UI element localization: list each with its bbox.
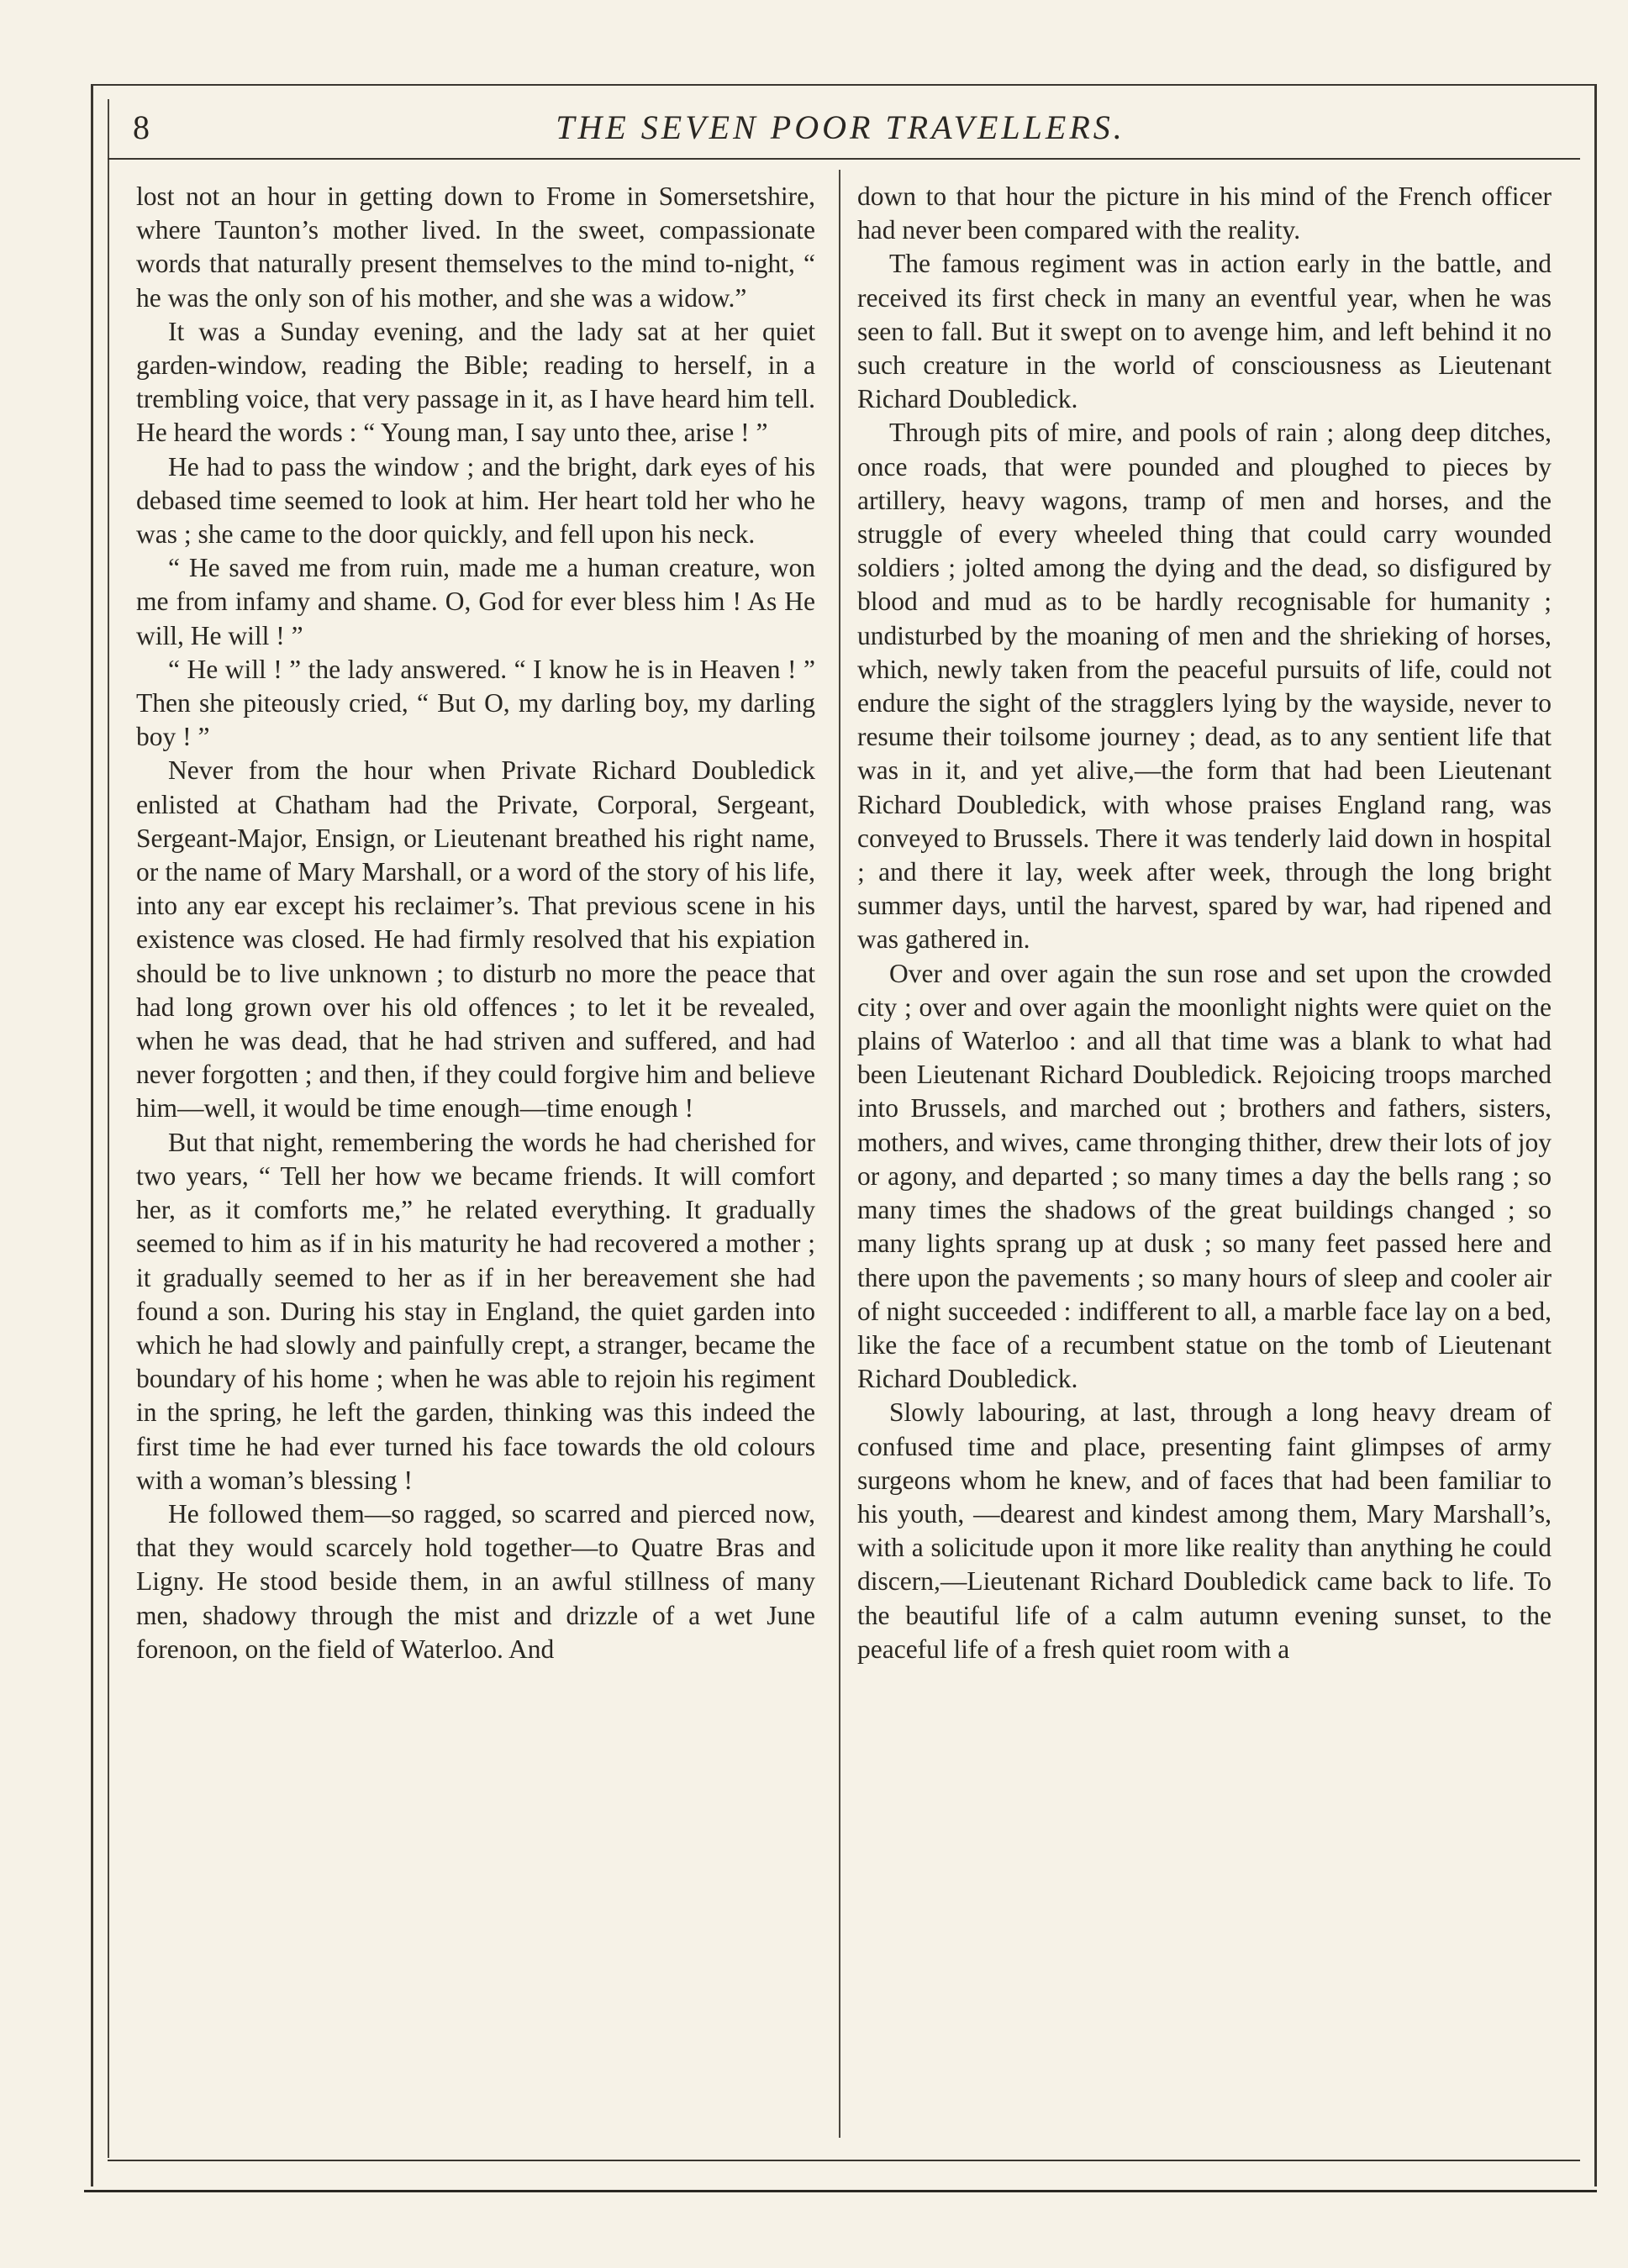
footer-rule <box>108 2160 1580 2161</box>
paragraph: Through pits of mire, and pools of rain ; along deep ditches, once roads, that were pounded and ploughed to pieces by artillery, heavy wagons, tramp of men and horses, and the struggle of every wheeled thing that could carry wounded soldiers ; jolted among the dying and the dead, so disfigured by blood and mud as to be hardly recognisable for humanity ; undisturbed by the moaning of men and the shrieking of horses, which, newly taken from the peaceful pursuits of life, could not endure the sight of the stragglers lying by the wayside, never to resume their toilsome journey ; dead, as to any sentient life that was in it, and yet alive,—the form that had been Lieutenant Richard Doubledick, with whose praises England rang, was conveyed to Brussels. There it was tenderly laid down in hospital ; and there it lay, week after week, through the long bright summer days, until the harvest, spared by war, had ripened and was gathered in. <box>857 418 1552 955</box>
paragraph: He had to pass the window ; and the bright, dark eyes of his debased time seemed to look at him. Her heart told her who he was ; she came to the door quickly, and fell upon his neck. <box>136 451 815 550</box>
paragraph: “ He will ! ” the lady answered. “ I know he is in Heaven ! ” Then she piteously cried, “ But O, my darling boy, my darling boy ! ” <box>136 654 815 752</box>
running-title: THE SEVEN POOR TRAVELLERS. <box>556 108 1125 146</box>
paragraph: It was a Sunday evening, and the lady sat at her quiet garden-window, reading the Bible; reading to herself, in a trembling voice, that very passage in it, as I have heard him tell. He heard the words : “ Young man, I say unto thee, arise ! ” <box>136 316 815 448</box>
paragraph: “ He saved me from ruin, made me a human creature, won me from infamy and shame. O, God for ever bless him ! As He will, He will ! ” <box>136 553 815 650</box>
header-rule <box>108 158 1580 160</box>
paragraph: Never from the hour when Private Richard Doubledick enlisted at Chatham had the Private, Corporal, Sergeant, Sergeant-Major, Ensign, or Lieutenant breathed his right name, or the name of Mary Marshall, or a word of the story of his life, into any ear except his reclaimer’s. That previous scene in his existence was closed. He had firmly resolved that his expiation should be to live unknown ; to disturb no more the peace that had long grown over his old offences ; to let it be revealed, when he was dead, that he had striven and suffered, and had never forgotten ; and then, if they could forgive him and believe him—well, it would be time enough—time enough ! <box>136 755 815 1123</box>
paragraph: Slowly labouring, at last, through a long heavy dream of confused time and place, presenting faint glimpses of army surgeons whom he knew, and of faces that had been familiar to his youth, —dearest and kindest among them, Mary Marshall’s, with a solicitude upon it more like reality than anything he could discern,—Lieutenant Richard Doubledick came back to life. To the beautiful life of a calm autumn evening sunset, to the peaceful life of a fresh quiet room with a <box>857 1397 1552 1664</box>
right-column <box>857 180 1552 1666</box>
paragraph: The famous regiment was in action early in the battle, and received its first check in many an eventful year, when he was seen to fall. But it swept on to avenge him, and left behind it no such creature in the world of consciousness as Lieutenant Richard Doubledick. <box>857 249 1552 414</box>
paragraph: He followed them—so ragged, so scarred and pierced now, that they would scarcely hold together—to Quatre Bras and Ligny. He stood beside them, in an awful stillness of many men, shadowy through the mist and drizzle of a wet June forenoon, on the field of Waterloo. And <box>136 1498 815 1664</box>
paragraph: Over and over again the sun rose and set upon the crowded city ; over and over again the moonlight nights were quiet on the plains of Waterloo : and all that time was a blank to what had been Lieutenant Richard Doubledick. Rejoicing troops marched into Brussels, and marched out ; brothers and fathers, sisters, mothers, and wives, came thronging thither, drew their lots of joy or agony, and departed ; so many times a day the bells rang ; so many times the shadows of the great buildings changed ; so many lights sprang up at dusk ; so many feet passed here and there upon the pavements ; so many hours of sleep and cooler air of night succeeded : indifferent to all, a marble face lay on a bed, like the face of a recumbent statue on the tomb of Lieutenant Richard Doubledick. <box>857 958 1552 1394</box>
paragraph: down to that hour the picture in his mind of the French officer had never been compared with the reality. <box>857 182 1552 245</box>
footer-rule-outer <box>84 2190 1597 2192</box>
paragraph: But that night, remembering the words he had cherished for two years, “ Tell her how we became friends. It will comfort her, as it comforts me,” he related everything. It gradually seemed to him as if in his maturity he had recovered a mother ; it gradually seemed to her as if in her bereavement she had found a son. During his stay in England, the quiet garden into which he had slowly and painfully crept, a stranger, became the boundary of his home ; when he was able to rejoin his regiment in the spring, he left the garden, thinking was this indeed the first time he had ever turned his face towards the old colours with a woman’s blessing ! <box>136 1127 815 1495</box>
paragraph: lost not an hour in getting down to Frome in Somersetshire, where Taunton’s mother lived. In the sweet, compassionate words that naturally present themselves to the mind to-night, “ he was the only son of his mother, and she was a widow.” <box>136 182 815 313</box>
left-column <box>136 180 815 1666</box>
column-divider <box>839 170 840 2138</box>
page-number: 8 <box>133 108 150 146</box>
